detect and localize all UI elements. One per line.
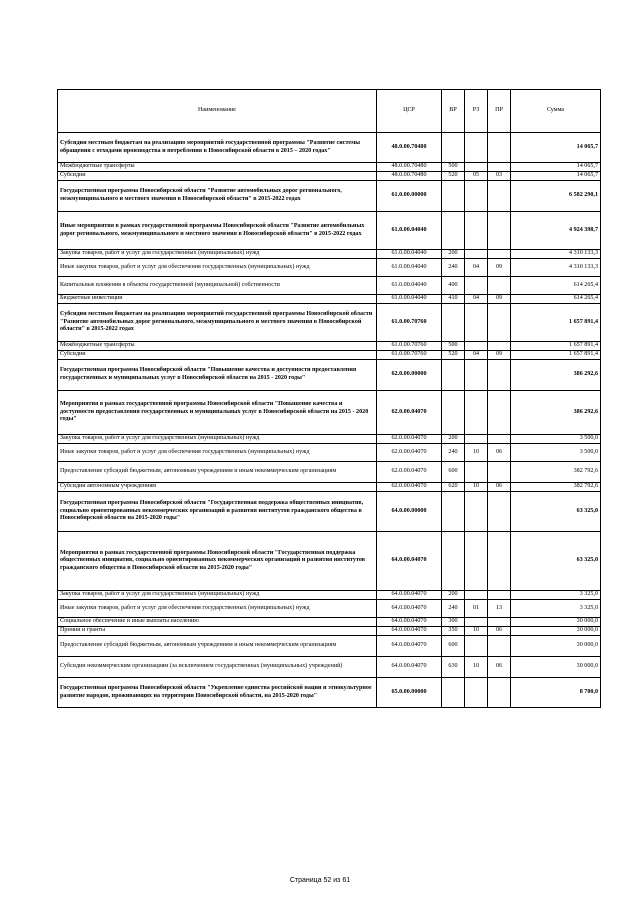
cell-rz	[465, 212, 488, 250]
table-row	[58, 304, 601, 342]
cell-vr: 600	[442, 636, 465, 657]
cell-rz	[465, 163, 488, 172]
cell-csr: 64.0.00.00000	[377, 492, 442, 532]
cell-rz	[465, 532, 488, 591]
cell-name: Государственная программа Новосибирской области "Укрепление единства российской нации и этнокультурное развитие народов, проживающих на территории Новосибирской области, на 2015-2020 годы"	[58, 678, 377, 708]
cell-pr	[488, 678, 511, 708]
cell-name: Закупка товаров, работ и услуг для государственных (муниципальных) нужд	[58, 250, 377, 259]
cell-pr	[488, 163, 511, 172]
table-row	[58, 163, 601, 172]
cell-name: Иные закупки товаров, работ и услуг для обеспечения государственных (муниципальных) нужд	[58, 259, 377, 277]
cell-csr: 64.0.00.04070	[377, 627, 442, 636]
cell-pr: 09	[488, 351, 511, 360]
cell-pr	[488, 435, 511, 444]
cell-csr: 48.0.00.70480	[377, 133, 442, 163]
cell-csr: 61.0.00.70760	[377, 342, 442, 351]
cell-pr	[488, 636, 511, 657]
table-row	[58, 133, 601, 163]
cell-rz: 10	[465, 627, 488, 636]
cell-sum: 14 065,7	[511, 163, 601, 172]
cell-sum: 1 657 891,4	[511, 342, 601, 351]
cell-vr	[442, 304, 465, 342]
cell-vr: 240	[442, 259, 465, 277]
cell-pr	[488, 391, 511, 435]
cell-name: Капитальные вложения в объекты государственной (муниципальной) собственности	[58, 277, 377, 295]
table-row	[58, 492, 601, 532]
cell-pr	[488, 212, 511, 250]
page-number: Страница 52 из 61	[289, 877, 351, 884]
table-header-row	[58, 90, 601, 133]
cell-name: Субсидии автономным учреждениям	[58, 483, 377, 492]
cell-vr: 630	[442, 657, 465, 678]
cell-sum: 63 325,0	[511, 492, 601, 532]
table-row	[58, 360, 601, 391]
cell-name: Мероприятия в рамках государственной программы Новосибирской области "Повышение качества и доступности предоставления государственных и муниципальных услуг в Новосибирской области на 2015 - 2020 годы"	[58, 391, 377, 435]
cell-rz: 04	[465, 351, 488, 360]
cell-vr	[442, 212, 465, 250]
cell-pr	[488, 133, 511, 163]
cell-csr: 61.0.00.04040	[377, 259, 442, 277]
table-row	[58, 678, 601, 708]
table-row	[58, 259, 601, 277]
cell-vr: 200	[442, 591, 465, 600]
cell-sum: 6 582 290,1	[511, 181, 601, 212]
table-row	[58, 172, 601, 181]
table-body	[58, 133, 601, 708]
cell-rz	[465, 133, 488, 163]
cell-name: Предоставление субсидий бюджетным, автономным учреждениям и иным некоммерческим организациям	[58, 636, 377, 657]
cell-sum: 4 310 133,3	[511, 259, 601, 277]
cell-csr: 61.0.00.70760	[377, 304, 442, 342]
table-row	[58, 636, 601, 657]
cell-pr	[488, 342, 511, 351]
cell-rz	[465, 277, 488, 295]
cell-name: Иные мероприятия в рамках государственной программы Новосибирской области "Развитие автомобильных дорог регионального, межмуниципального и местного значения в Новосибирской области" в 2015-2022 годах	[58, 212, 377, 250]
cell-sum: 3 500,0	[511, 435, 601, 444]
header-sum: Сумма	[511, 90, 601, 133]
table-row	[58, 627, 601, 636]
cell-vr	[442, 678, 465, 708]
cell-csr: 65.0.00.00000	[377, 678, 442, 708]
table-row	[58, 435, 601, 444]
cell-pr: 03	[488, 172, 511, 181]
cell-csr: 61.0.00.70760	[377, 351, 442, 360]
cell-csr: 61.0.00.04040	[377, 295, 442, 304]
cell-sum: 30 000,0	[511, 636, 601, 657]
cell-name: Субсидии	[58, 172, 377, 181]
cell-csr: 61.0.00.04040	[377, 277, 442, 295]
cell-vr: 520	[442, 351, 465, 360]
cell-name: Государственная программа Новосибирской области "Государственная поддержка общественных инициатив, социально ориентированных некоммерческих организаций и развития институтов гражданского общества в Новосибирской области на 2015-2020 годы"	[58, 492, 377, 532]
cell-rz	[465, 462, 488, 483]
cell-sum: 30 000,0	[511, 657, 601, 678]
cell-csr: 48.0.00.70480	[377, 172, 442, 181]
table-row	[58, 462, 601, 483]
cell-name: Государственная программа Новосибирской области "Повышение качества и доступности предоставления государственных и муниципальных услуг в Новосибирской области на 2015 - 2020 годы"	[58, 360, 377, 391]
cell-rz	[465, 492, 488, 532]
cell-sum: 1 657 891,4	[511, 351, 601, 360]
cell-sum: 386 292,6	[511, 360, 601, 391]
cell-pr	[488, 250, 511, 259]
cell-sum: 30 000,0	[511, 627, 601, 636]
cell-vr	[442, 133, 465, 163]
cell-csr: 61.0.00.00000	[377, 181, 442, 212]
table-row	[58, 444, 601, 462]
table-row	[58, 342, 601, 351]
cell-rz	[465, 391, 488, 435]
cell-rz	[465, 181, 488, 212]
table-row	[58, 277, 601, 295]
cell-name: Иные закупки товаров, работ и услуг для обеспечения государственных (муниципальных) нужд	[58, 600, 377, 618]
cell-name: Премии и гранты	[58, 627, 377, 636]
cell-pr: 09	[488, 259, 511, 277]
table-row	[58, 391, 601, 435]
cell-vr: 620	[442, 483, 465, 492]
cell-sum: 614 265,4	[511, 277, 601, 295]
cell-pr: 13	[488, 600, 511, 618]
cell-csr: 64.0.00.04070	[377, 636, 442, 657]
cell-name: Социальное обеспечение и иные выплаты населению	[58, 618, 377, 627]
table-row	[58, 181, 601, 212]
cell-sum: 30 000,0	[511, 618, 601, 627]
cell-vr: 500	[442, 163, 465, 172]
cell-vr: 350	[442, 627, 465, 636]
cell-name: Межбюджетные трансферты	[58, 163, 377, 172]
cell-pr: 06	[488, 444, 511, 462]
header-name: Наименование	[58, 90, 377, 133]
table-row	[58, 618, 601, 627]
cell-rz: 05	[465, 172, 488, 181]
table-row	[58, 212, 601, 250]
cell-sum: 3 500,0	[511, 444, 601, 462]
cell-sum: 382 792,6	[511, 483, 601, 492]
cell-rz	[465, 342, 488, 351]
table-row	[58, 657, 601, 678]
cell-rz	[465, 360, 488, 391]
cell-csr: 62.0.00.04070	[377, 435, 442, 444]
cell-sum: 386 292,6	[511, 391, 601, 435]
cell-vr	[442, 181, 465, 212]
cell-sum: 3 325,0	[511, 591, 601, 600]
cell-pr	[488, 618, 511, 627]
cell-name: Субсидии некоммерческим организациям (за исключением государственных (муниципальных) учреждений)	[58, 657, 377, 678]
cell-name: Мероприятия в рамках государственной программы Новосибирской области "Государственная поддержка общественных инициатив, социально ориентированных некоммерческих организаций и развития институтов гражданского общества в Новосибирской области на 2015-2020 годы"	[58, 532, 377, 591]
table-row	[58, 600, 601, 618]
cell-pr	[488, 181, 511, 212]
cell-sum: 8 700,0	[511, 678, 601, 708]
cell-rz: 10	[465, 483, 488, 492]
cell-rz	[465, 618, 488, 627]
cell-name: Закупка товаров, работ и услуг для государственных (муниципальных) нужд	[58, 591, 377, 600]
header-vr: ВР	[442, 90, 465, 133]
cell-csr: 62.0.00.04070	[377, 483, 442, 492]
cell-sum: 3 325,0	[511, 600, 601, 618]
cell-sum: 4 924 398,7	[511, 212, 601, 250]
header-rz: РЗ	[465, 90, 488, 133]
cell-sum: 14 065,7	[511, 133, 601, 163]
cell-csr: 62.0.00.00000	[377, 360, 442, 391]
cell-vr: 240	[442, 600, 465, 618]
cell-rz	[465, 591, 488, 600]
cell-csr: 62.0.00.04070	[377, 462, 442, 483]
table-row	[58, 532, 601, 591]
header-csr: ЦСР	[377, 90, 442, 133]
cell-sum: 14 065,7	[511, 172, 601, 181]
cell-csr: 62.0.00.04070	[377, 444, 442, 462]
cell-csr: 64.0.00.04070	[377, 657, 442, 678]
cell-csr: 64.0.00.04070	[377, 618, 442, 627]
cell-vr: 300	[442, 618, 465, 627]
cell-vr: 200	[442, 435, 465, 444]
table-row	[58, 351, 601, 360]
cell-pr: 06	[488, 483, 511, 492]
cell-vr	[442, 492, 465, 532]
cell-csr: 64.0.00.04070	[377, 591, 442, 600]
cell-csr: 64.0.00.04070	[377, 600, 442, 618]
cell-pr	[488, 360, 511, 391]
cell-name: Иные закупки товаров, работ и услуг для обеспечения государственных (муниципальных) нужд	[58, 444, 377, 462]
cell-vr: 200	[442, 250, 465, 259]
cell-pr	[488, 277, 511, 295]
cell-pr	[488, 591, 511, 600]
cell-name: Субсидии местным бюджетам на реализацию мероприятий государственной программы Новосибирской области "Развитие автомобильных дорог регионального, межмуниципального и местного значения в Новосибирской области" в 2015-2022 годах	[58, 304, 377, 342]
cell-rz: 04	[465, 295, 488, 304]
cell-vr: 410	[442, 295, 465, 304]
cell-vr: 520	[442, 172, 465, 181]
cell-name: Межбюджетные трансферты	[58, 342, 377, 351]
cell-vr	[442, 391, 465, 435]
cell-pr: 06	[488, 657, 511, 678]
budget-table	[57, 89, 601, 708]
cell-vr	[442, 360, 465, 391]
cell-csr: 64.0.00.04070	[377, 532, 442, 591]
cell-sum: 4 310 133,3	[511, 250, 601, 259]
header-pr: ПР	[488, 90, 511, 133]
cell-name: Бюджетные инвестиции	[58, 295, 377, 304]
cell-rz	[465, 678, 488, 708]
cell-name: Закупка товаров, работ и услуг для государственных (муниципальных) нужд	[58, 435, 377, 444]
cell-name: Государственная программа Новосибирской области "Развитие автомобильных дорог регионального, межмуниципального и местного значения в Новосибирской области" в 2015-2022 годах	[58, 181, 377, 212]
cell-rz	[465, 636, 488, 657]
cell-rz: 10	[465, 444, 488, 462]
cell-pr	[488, 532, 511, 591]
table-row	[58, 250, 601, 259]
cell-pr: 06	[488, 627, 511, 636]
cell-rz	[465, 304, 488, 342]
cell-rz: 10	[465, 657, 488, 678]
cell-pr	[488, 304, 511, 342]
table-row	[58, 295, 601, 304]
cell-sum: 382 792,6	[511, 462, 601, 483]
cell-rz: 04	[465, 259, 488, 277]
cell-sum: 1 657 891,4	[511, 304, 601, 342]
table-row	[58, 483, 601, 492]
cell-name: Предоставление субсидий бюджетным, автономным учреждениям и иным некоммерческим организациям	[58, 462, 377, 483]
cell-csr: 61.0.00.04040	[377, 212, 442, 250]
cell-pr: 09	[488, 295, 511, 304]
cell-csr: 62.0.00.04070	[377, 391, 442, 435]
cell-rz	[465, 250, 488, 259]
cell-sum: 614 265,4	[511, 295, 601, 304]
cell-pr	[488, 492, 511, 532]
cell-rz	[465, 435, 488, 444]
cell-vr: 240	[442, 444, 465, 462]
cell-csr: 48.0.00.70480	[377, 163, 442, 172]
cell-pr	[488, 462, 511, 483]
cell-rz: 01	[465, 600, 488, 618]
cell-name: Субсидии местным бюджетам на реализацию мероприятий государственной программы "Развитие системы обращения с отходами производства и потребления в Новосибирской области в 2015 – 2020 годах"	[58, 133, 377, 163]
cell-sum: 63 325,0	[511, 532, 601, 591]
table-row	[58, 591, 601, 600]
cell-vr: 400	[442, 277, 465, 295]
cell-vr: 600	[442, 462, 465, 483]
cell-name: Субсидии	[58, 351, 377, 360]
cell-csr: 61.0.00.04040	[377, 250, 442, 259]
cell-vr	[442, 532, 465, 591]
cell-vr: 500	[442, 342, 465, 351]
